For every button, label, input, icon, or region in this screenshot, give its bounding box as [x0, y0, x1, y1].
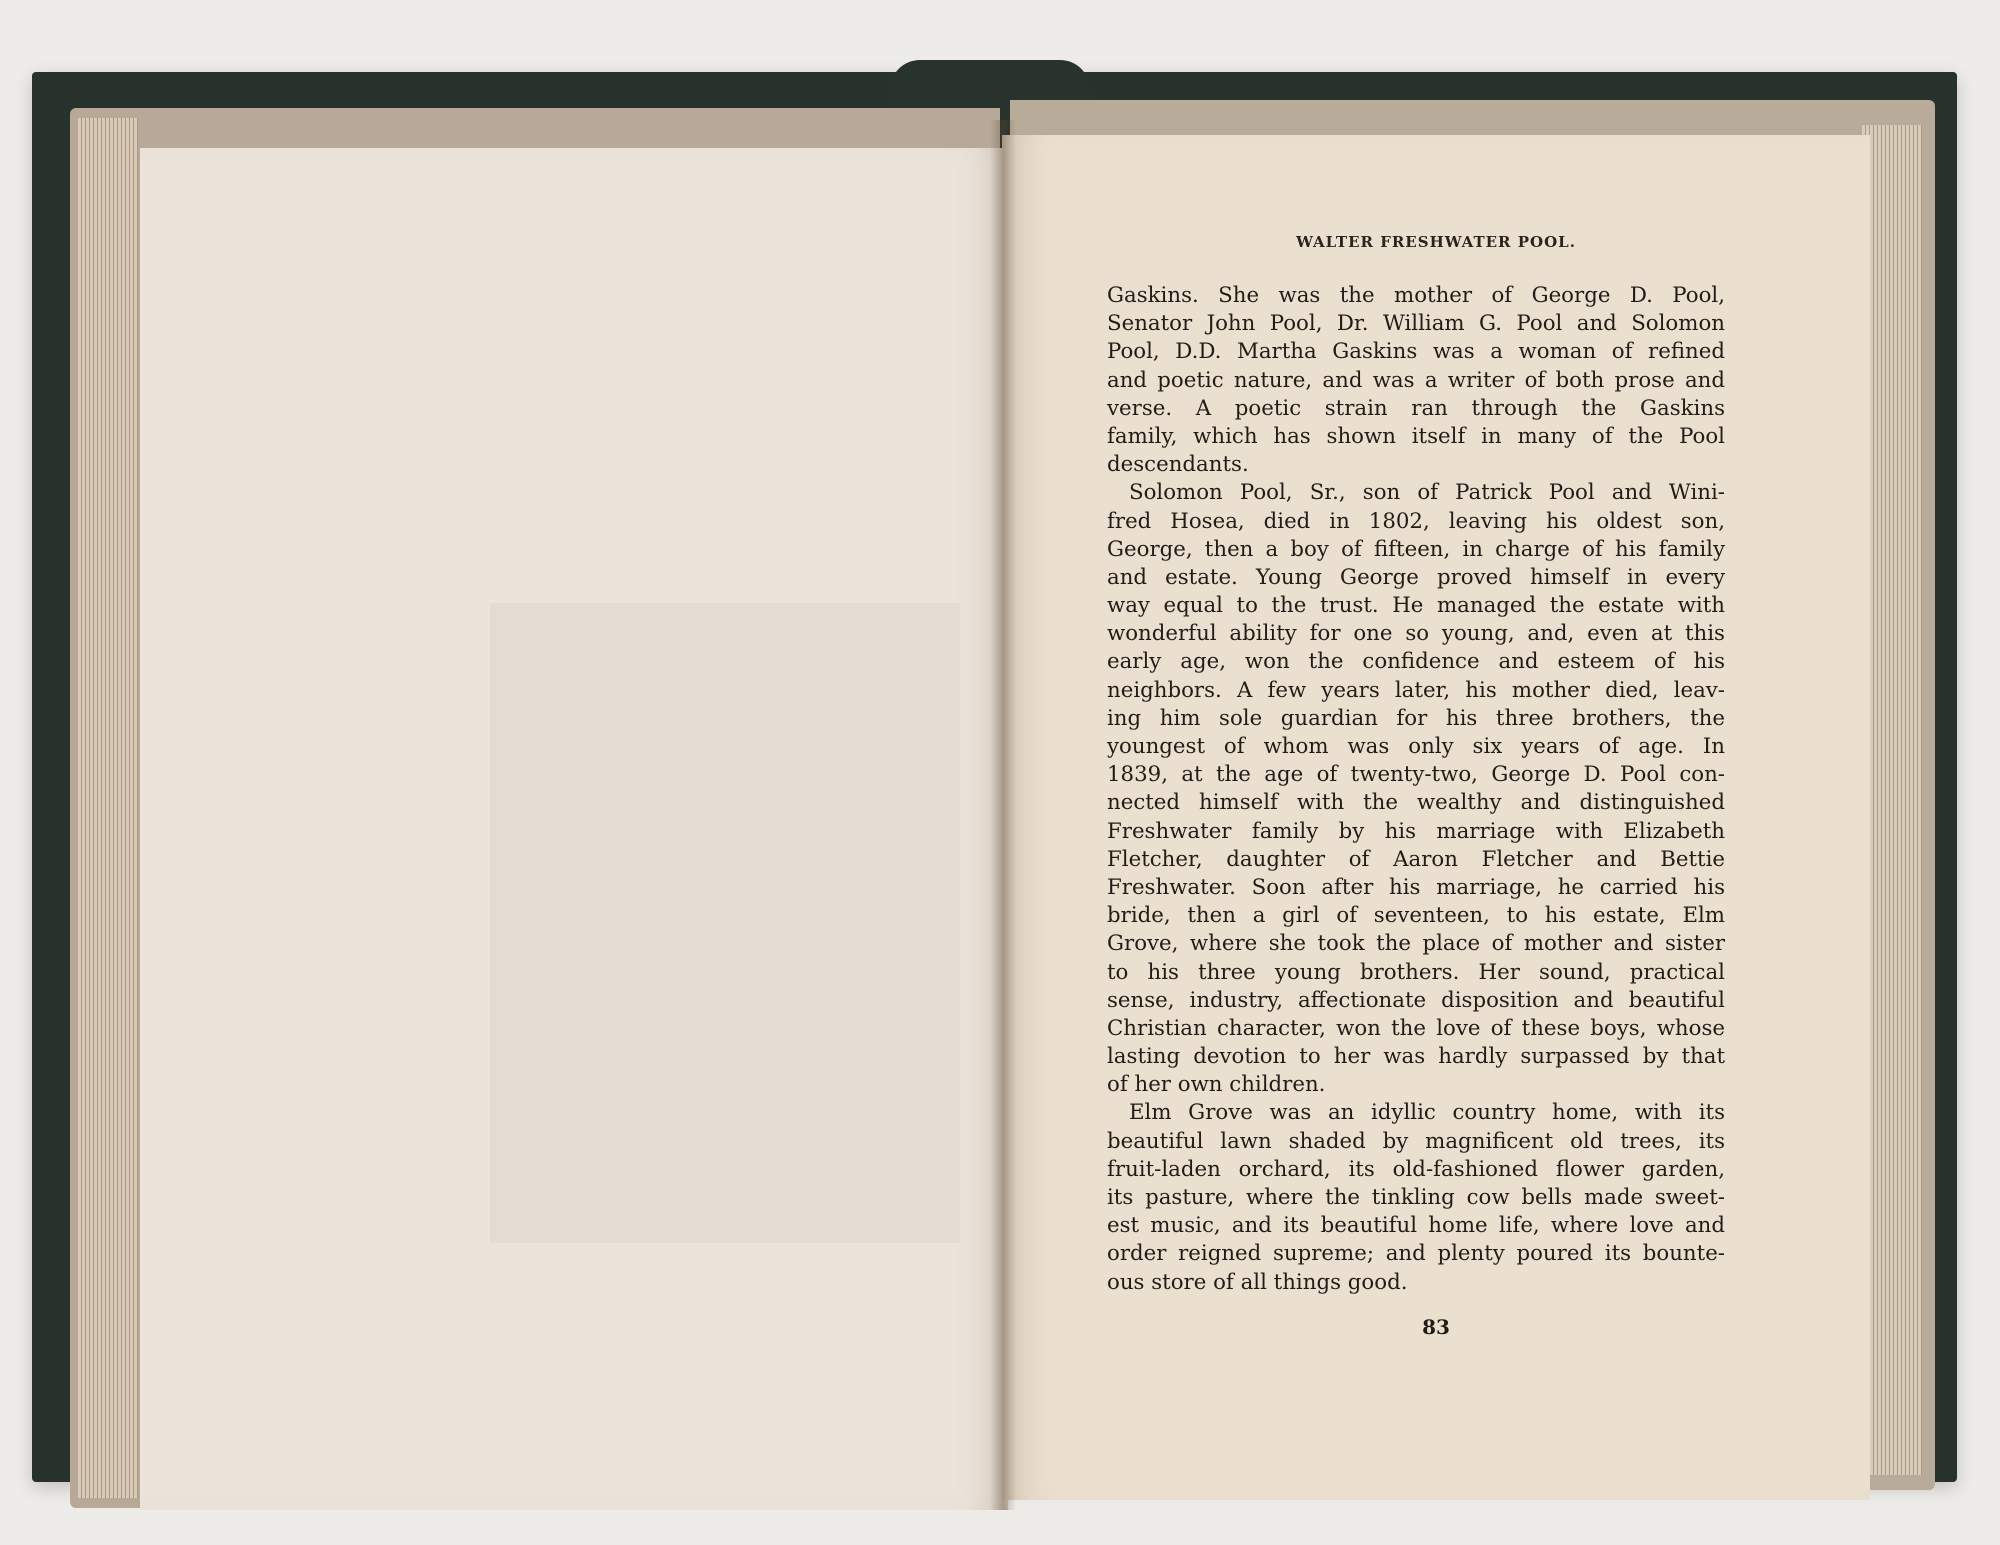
page-number: 83 [1422, 1315, 1450, 1339]
text-line: and estate. Young George proved himself in every [1107, 564, 1725, 590]
running-head: WALTER FRESHWATER POOL. [1296, 233, 1576, 251]
text-line: Fletcher, daughter of Aaron Fletcher and Bettie [1107, 846, 1725, 872]
text-line: early age, won the confidence and esteem of his [1107, 649, 1725, 675]
text-line: fred Hosea, died in 1802, leaving his oldest son, [1107, 508, 1725, 534]
text-line: Senator John Pool, Dr. William G. Pool and Solomon [1107, 311, 1725, 337]
text-line: sense, industry, affectionate disposition and beautiful [1107, 987, 1725, 1013]
text-line: family, which has shown itself in many of the Pool [1107, 423, 1725, 449]
gutter-shadow [990, 120, 1016, 1510]
text-line: beautiful lawn shaded by magnificent old trees, its [1107, 1128, 1725, 1154]
text-line: ous store of all things good. [1107, 1269, 1408, 1295]
text-line: wonderful ability for one so young, and, even at this [1107, 621, 1725, 647]
text-line: 1839, at the age of twenty-two, George D. Pool con- [1107, 762, 1725, 788]
text-line: Solomon Pool, Sr., son of Patrick Pool and Wini- [1129, 480, 1725, 506]
text-line: bride, then a girl of seventeen, to his estate, Elm [1107, 903, 1725, 929]
text-line: and poetic nature, and was a writer of both prose and [1107, 367, 1725, 393]
text-line: George, then a boy of fifteen, in charge of his family [1107, 536, 1725, 562]
text-line: Freshwater. Soon after his marriage, he carried his [1107, 874, 1725, 900]
text-line: Gaskins. She was the mother of George D. Pool, [1107, 283, 1725, 308]
text-line: lasting devotion to her was hardly surpassed by that [1107, 1044, 1725, 1070]
text-line: way equal to the trust. He managed the estate with [1107, 593, 1725, 619]
text-line: order reigned supreme; and plenty poured its bounte- [1107, 1241, 1725, 1267]
text-line: descendants. [1107, 452, 1249, 478]
text-line: youngest of whom was only six years of age. In [1107, 734, 1725, 759]
text-line: to his three young brothers. Her sound, practical [1107, 959, 1725, 985]
text-line: Christian character, won the love of these boys, whose [1107, 1015, 1725, 1041]
text-line: Elm Grove was an idyllic country home, with its [1129, 1100, 1725, 1126]
text-line: ing him sole guardian for his three brothers, the [1107, 705, 1725, 731]
body-text [1107, 282, 1725, 1297]
text-line: its pasture, where the tinkling cow bells made sweet- [1107, 1185, 1725, 1210]
text-line: neighbors. A few years later, his mother died, leav- [1107, 677, 1725, 703]
show-through-plate [490, 603, 960, 1243]
left-page [140, 148, 1008, 1510]
text-line: nected himself with the wealthy and distinguished [1107, 790, 1725, 816]
text-line: Freshwater family by his marriage with Elizabeth [1107, 818, 1725, 844]
text-line: Pool, D.D. Martha Gaskins was a woman of refined [1107, 339, 1725, 365]
text-line: of her own children. [1107, 1072, 1326, 1098]
text-line: fruit-laden orchard, its old-fashioned flower garden, [1107, 1156, 1725, 1182]
left-page-edges [78, 118, 138, 1498]
text-line: est music, and its beautiful home life, where love and [1107, 1213, 1725, 1239]
text-line: Grove, where she took the place of mother and sister [1107, 931, 1725, 957]
text-line: verse. A poetic strain ran through the Gaskins [1107, 395, 1725, 421]
right-page [1002, 135, 1870, 1500]
right-page-edges [1862, 125, 1922, 1475]
